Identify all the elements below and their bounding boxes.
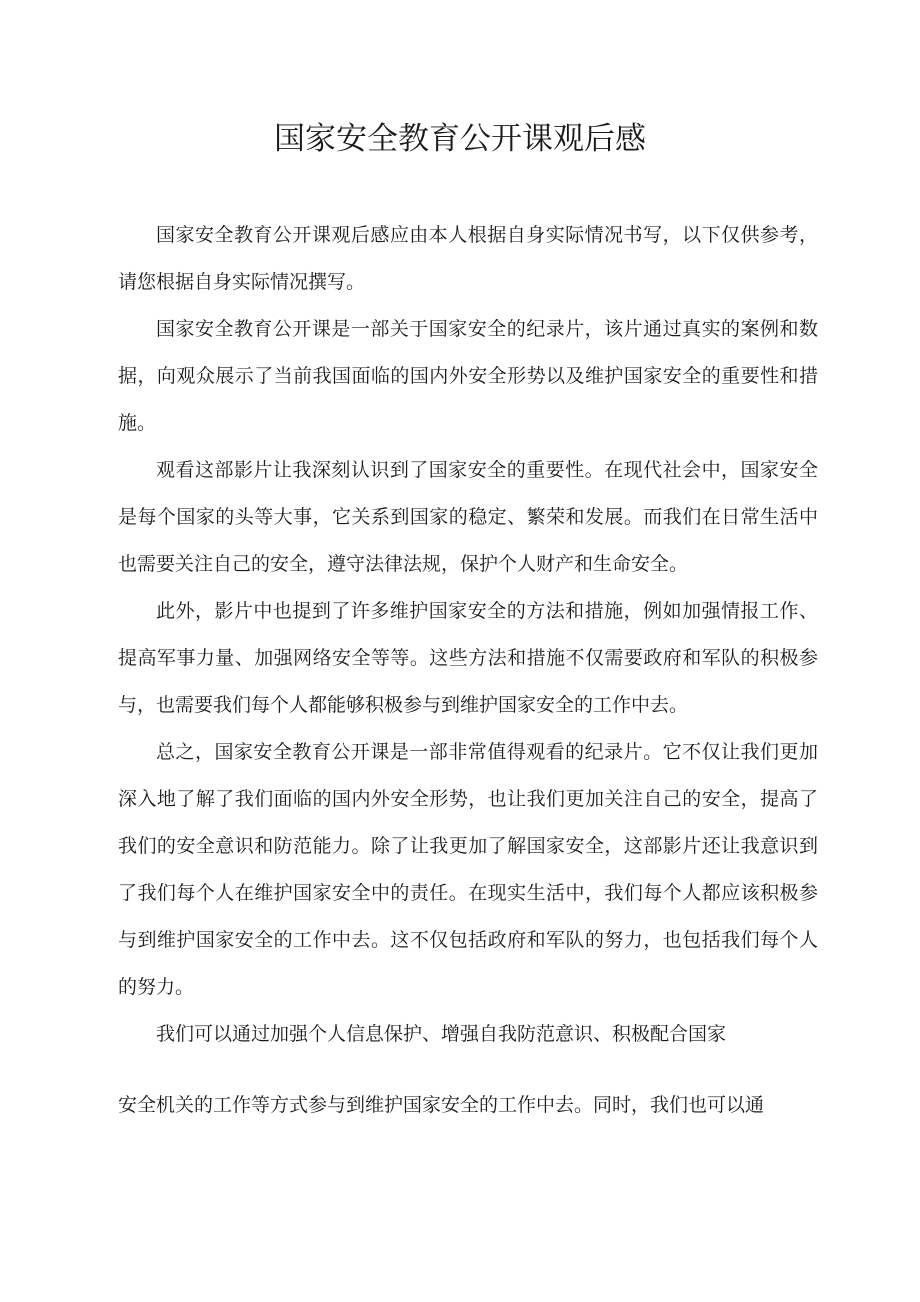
paragraph-participation-start: 我们可以通过加强个人信息保护、增强自我防范意识、积极配合国家: [156, 1023, 727, 1045]
paragraph-documentary-summary: 国家安全教育公开课是一部关于国家安全的纪录片，该片通过真实的案例和数据，向观众展示了当前我国面临的国内外安全形势以及维护国家安全的重要性和措施。: [118, 318, 818, 434]
document-body: [118, 212, 818, 1129]
paragraph-intro-note: 国家安全教育公开课观后感应由本人根据自身实际情况书写，以下仅供参考，请您根据自身实际情况撰写。: [118, 224, 818, 293]
paragraph-methods: 此外，影片中也提到了许多维护国家安全的方法和措施，例如加强情报工作、提高军事力量、加强网络安全等等。这些方法和措施不仅需要政府和军队的积极参与，也需要我们每个人都能够积极参与到维护国家安全的工作中去。: [118, 600, 818, 716]
paragraph-participation-continued: 安全机关的工作等方式参与到维护国家安全的工作中去。同时，我们也可以通: [118, 1094, 765, 1116]
paragraph-conclusion: 总之，国家安全教育公开课是一部非常值得观看的纪录片。它不仅让我们更加深入地了解了我们面临的国内外安全形势，也让我们更加关注自己的安全，提高了我们的安全意识和防范能力。除了让我更加了解国家安全，这部影片还让我意识到了我们每个人在维护国家安全中的责任。在现实生活中，我们每个人都应该积极参与到维护国家安全的工作中去。这不仅包括政府和军队的努力，也包括我们每个人的努力。: [118, 741, 818, 998]
document-title: 国家安全教育公开课观后感: [274, 121, 646, 157]
paragraph-importance: 观看这部影片让我深刻认识到了国家安全的重要性。在现代社会中，国家安全是每个国家的头等大事，它关系到国家的稳定、繁荣和发展。而我们在日常生活中也需要关注自己的安全，遵守法律法规，保护个人财产和生命安全。: [118, 459, 818, 575]
